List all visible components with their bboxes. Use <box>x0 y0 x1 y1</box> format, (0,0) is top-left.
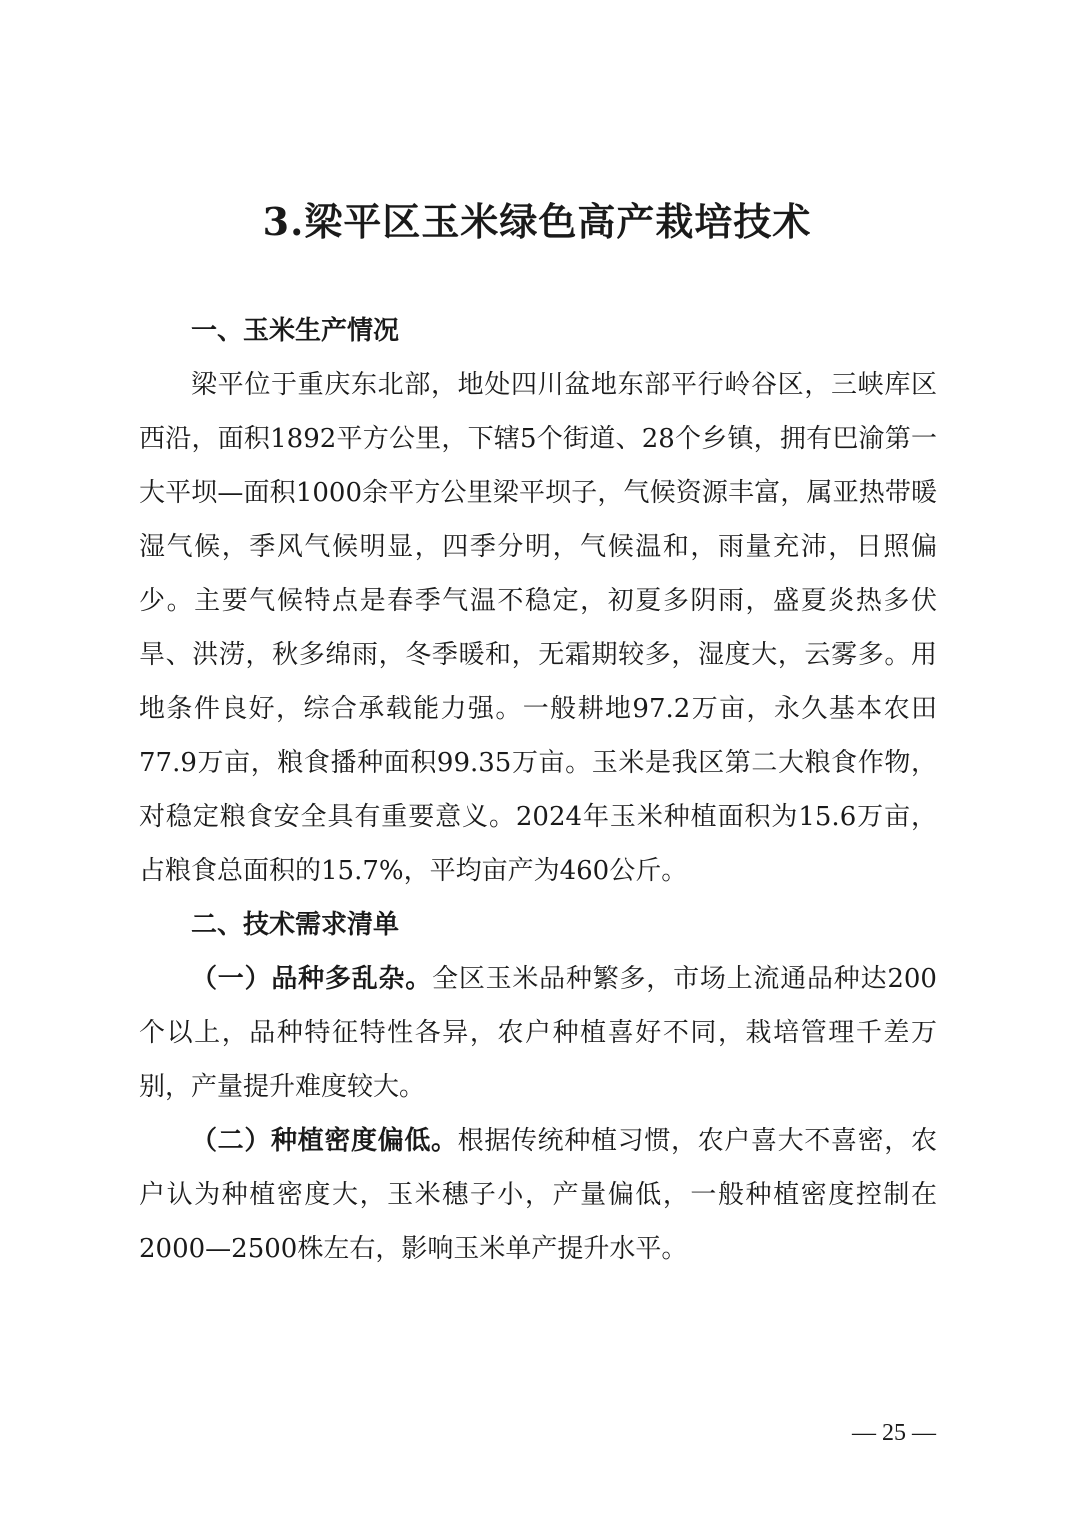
item-lead-density: （二）种植密度偏低。 <box>191 1126 458 1156</box>
document-body <box>139 304 937 1276</box>
list-item-variety <box>139 952 937 1114</box>
section-heading-production: 一、玉米生产情况 <box>191 316 400 346</box>
item-text-density: 根据传统种植习惯，农户喜大不喜密，农户认为种植密度大，玉米穗子小，产量偏低，一般种植密度控制在2000—2500株左右，影响玉米单产提升水平。 <box>139 1126 937 1264</box>
document-title: 3.梁平区玉米绿色高产栽培技术 <box>262 199 812 244</box>
paragraph-production-overview: 梁平位于重庆东北部，地处四川盆地东部平行岭谷区，三峡库区西沿，面积1892平方公里，下辖5个街道、28个乡镇，拥有巴渝第一大平坝—面积1000余平方公里梁平坝子，气候资源丰富，属亚热带暖湿气候，季风气候明显，四季分明，气候温和，雨量充沛，日照偏少。主要气候特点是春季气温不稳定，初夏多阴雨，盛夏炎热多伏旱、洪涝，秋多绵雨，冬季暖和，无霜期较多，湿度大，云雾多。用地条件良好，综合承载能力强。一般耕地97.2万亩，永久基本农田77.9万亩，粮食播种面积99.35万亩。玉米是我区第二大粮食作物，对稳定粮食安全具有重要意义。2024年玉米种植面积为15.6万亩，占粮食总面积的15.7%，平均亩产为460公斤。 <box>139 370 937 886</box>
item-lead-variety: （一）品种多乱杂。 <box>191 964 433 994</box>
page-number: — 25 — <box>852 1420 936 1446</box>
item-text-variety: 全区玉米品种繁多，市场上流通品种达200个以上，品种特征特性各异，农户种植喜好不同，栽培管理千差万别，产量提升难度较大。 <box>139 964 937 1102</box>
section-heading-tech-needs: 二、技术需求清单 <box>191 910 400 940</box>
list-item-density <box>139 1114 937 1276</box>
